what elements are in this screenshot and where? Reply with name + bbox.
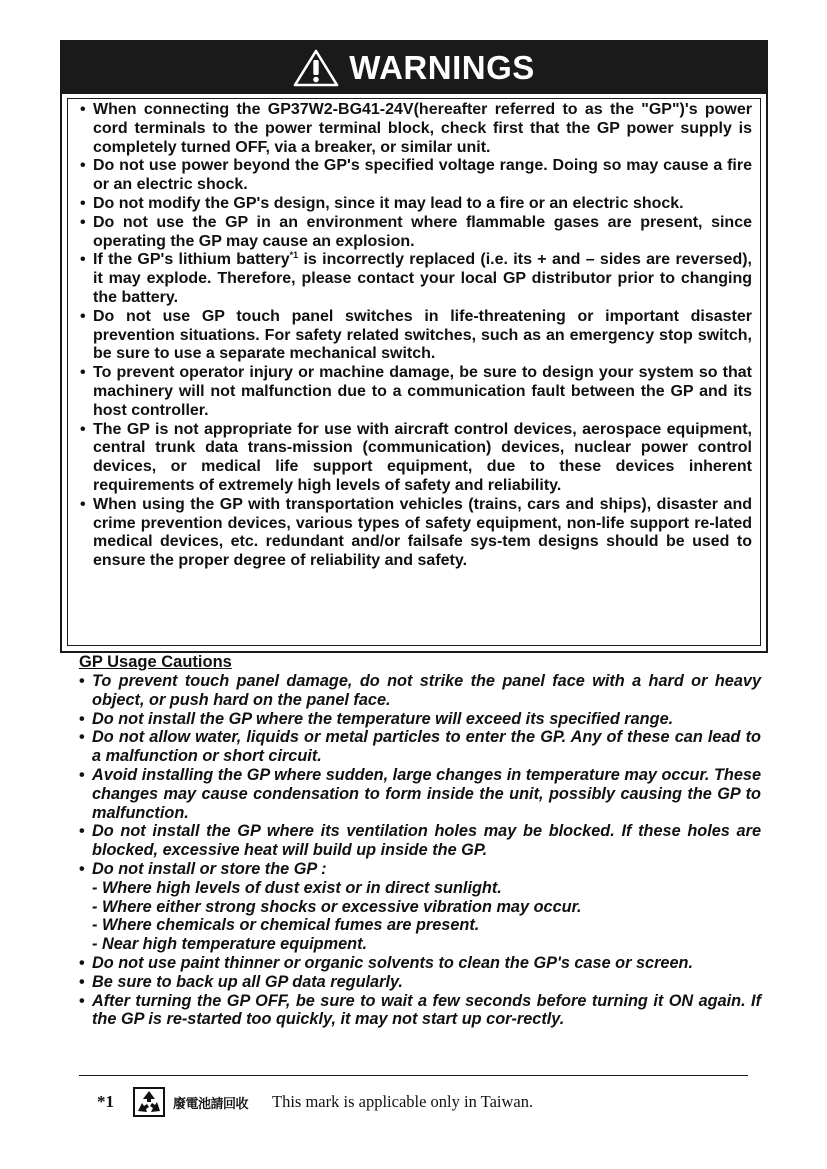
warnings-content [67, 98, 761, 646]
cautions-section [79, 653, 761, 1029]
warning-item: • Do not modify the GP's design, since it may lead to a fire or an electric shock. [78, 195, 752, 214]
warning-item: • When using the GP with transportation vehicles (trains, cars and ships), disaster and crime prevention devices, various types of safety equipment, non-life support re-lated medical devices, etc. redundant and/or failsafe sys-tem designs should be used to ensure the proper degree of reliability and safety. [78, 496, 752, 571]
caution-item: • Do not allow water, liquids or metal particles to enter the GP. Any of these can lead to a malfunction or short circuit. [79, 728, 761, 766]
warning-item: • The GP is not appropriate for use with aircraft control devices, aerospace equipment, central trunk data trans-mission (communication) devices, nuclear power control devices, or medical life support equipment, due to these devices inherent requirements of extremely high levels of safety and reliability. [78, 421, 752, 496]
caution-item: • Do not install the GP where its ventilation holes may be blocked. If these holes are blocked, excessive heat will build up inside the GP. [79, 822, 761, 860]
cautions-list [79, 672, 761, 1029]
caution-subitem: - Where high levels of dust exist or in direct sunlight. [92, 878, 502, 897]
footnote-marker: *1 [97, 1092, 114, 1111]
caution-item: • Avoid installing the GP where sudden, large changes in temperature may occur. These changes may cause condensation to form inside the unit, possibly causing the GP to malfunction. [79, 766, 761, 822]
caution-subitem: - Near high temperature equipment. [92, 935, 368, 954]
caution-subitem: - Where either strong shocks or excessive vibration may occur. [92, 897, 582, 916]
caution-item: • Do not install or store the GP : [79, 860, 761, 879]
warning-item: • Do not use the GP in an environment where flammable gases are present, since operating the GP may cause an explosion. [78, 214, 752, 252]
cautions-title: GP Usage Cautions [79, 653, 232, 671]
footnote-text: This mark is applicable only in Taiwan. [272, 1092, 534, 1111]
caution-item: • Do not use paint thinner or organic solvents to clean the GP's case or screen. [79, 954, 761, 973]
footnote-reference: *1 [289, 250, 299, 261]
caution-subitem: - Where chemicals or chemical fumes are present. [92, 916, 480, 935]
warning-item-text: If the GP's lithium battery [93, 251, 290, 269]
warnings-box [60, 40, 768, 653]
warnings-header [62, 42, 766, 94]
warning-item: • Do not use GP touch panel switches in life-threatening or important disaster prevention situations. For safety related switches, such as an emergency stop switch, be sure to use a separate mechanical switch. [78, 308, 752, 364]
caution-item: • To prevent touch panel damage, do not strike the panel face with a hard or heavy object, or push hard on the panel face. [79, 672, 761, 710]
warning-item [78, 251, 752, 307]
footnote [97, 1087, 533, 1117]
warning-item: • Do not use power beyond the GP's specified voltage range. Doing so may cause a fire or an electric shock. [78, 157, 752, 195]
caution-item: • After turning the GP OFF, be sure to wait a few seconds before turning it ON again. If the GP is re-started too quickly, it may not start up cor-rectly. [79, 992, 761, 1030]
warnings-list [78, 101, 752, 571]
warning-item-text: is incorrectly replaced (i.e. its + and – sides are reversed), it may explode. Therefore, please contact your local GP distributor prior to changing the battery. [93, 251, 752, 306]
caution-item: • Be sure to back up all GP data regularly. [79, 973, 761, 992]
warning-item: • To prevent operator injury or machine damage, be sure to design your system so that machinery will not malfunction due to a communication fault between the GP and its host controller. [78, 364, 752, 420]
warning-item: • When connecting the GP37W2-BG41-24V(hereafter referred to as the "GP")'s power cord terminals to the power terminal block, check first that the GP power supply is completely turned OFF, via a breaker, or similar unit. [78, 101, 752, 157]
warning-triangle-icon [293, 49, 339, 87]
recycle-icon [133, 1087, 165, 1117]
caution-item: • Do not install the GP where the temperature will exceed its specified range. [79, 710, 761, 729]
recycle-label: 廢電池請回收 [173, 1096, 249, 1112]
warnings-title: WARNINGS [349, 49, 535, 86]
footnote-divider [79, 1075, 748, 1076]
